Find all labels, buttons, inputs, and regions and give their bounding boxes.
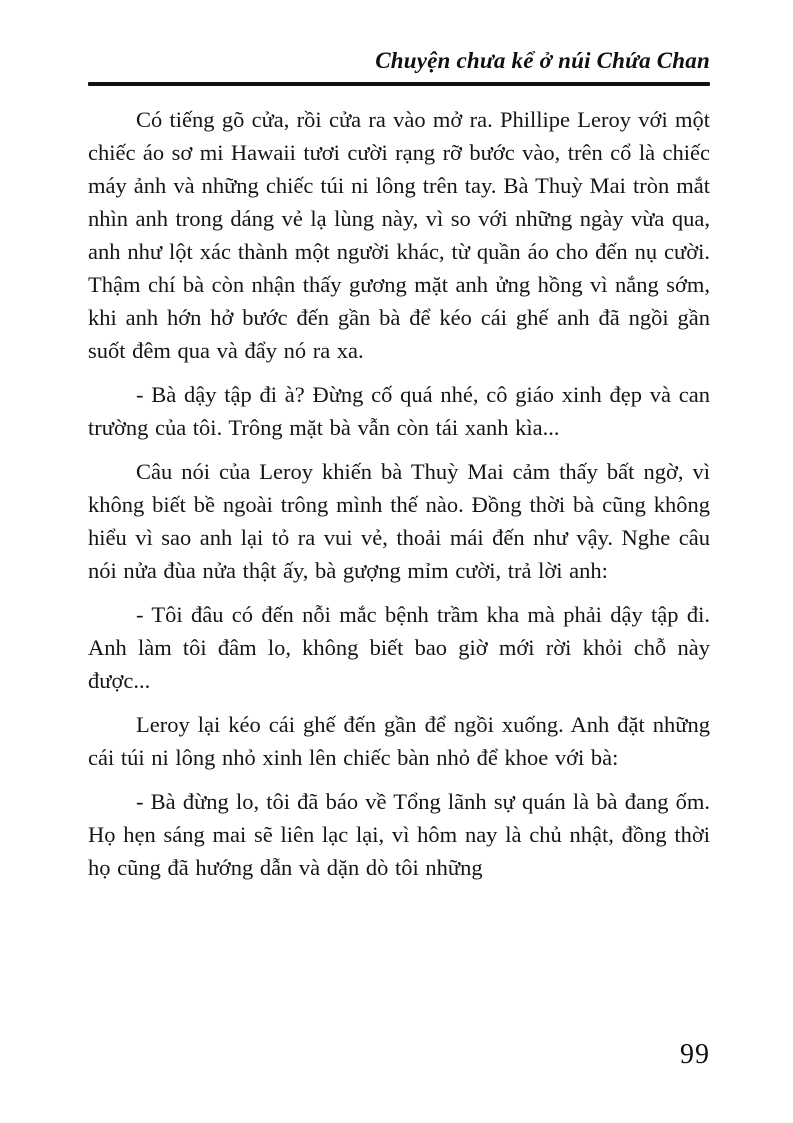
paragraph: Có tiếng gõ cửa, rồi cửa ra vào mở ra. Phillipe Leroy với một chiếc áo sơ mi Hawaii tươi cười rạng rỡ bước vào, trên cổ là chiếc máy ảnh và những chiếc túi ni lông trên tay. Bà Thuỳ Mai tròn mắt nhìn anh trong dáng vẻ lạ lùng này, vì so với những ngày vừa qua, anh như lột xác thành một người khác, từ quần áo cho đến nụ cười. Thậm chí bà còn nhận thấy gương mặt anh ửng hồng vì nắng sớm, khi anh hớn hở bước đến gần bà để kéo cái ghế anh đã ngồi gần suốt đêm qua và đẩy nó ra xa. xyxy=(88,106,710,363)
paragraph: Câu nói của Leroy khiến bà Thuỳ Mai cảm thấy bất ngờ, vì không biết bề ngoài trông mình thế nào. Đồng thời bà cũng không hiểu vì sao anh lại tỏ ra vui vẻ, thoải mái đến như vậy. Nghe câu nói nửa đùa nửa thật ấy, bà gượng mỉm cười, trả lời anh: xyxy=(88,458,710,583)
paragraph: - Tôi đâu có đến nỗi mắc bệnh trầm kha mà phải dậy tập đi. Anh làm tôi đâm lo, không biết bao giờ mới rời khỏi chỗ này được... xyxy=(88,601,710,693)
running-header-title: Chuyện chưa kể ở núi Chứa Chan xyxy=(375,48,710,73)
page-body xyxy=(88,103,710,884)
paragraph: - Bà dậy tập đi à? Đừng cố quá nhé, cô giáo xinh đẹp và can trường của tôi. Trông mặt bà vẫn còn tái xanh kìa... xyxy=(88,381,710,440)
paragraph: - Bà đừng lo, tôi đã báo về Tổng lãnh sự quán là bà đang ốm. Họ hẹn sáng mai sẽ liên lạc lại, vì hôm nay là chủ nhật, đồng thời họ cũng đã hướng dẫn và dặn dò tôi những xyxy=(88,788,710,880)
page-number: 99 xyxy=(680,1039,710,1070)
paragraph: Leroy lại kéo cái ghế đến gần để ngồi xuống. Anh đặt những cái túi ni lông nhỏ xinh lên chiếc bàn nhỏ để khoe với bà: xyxy=(88,711,710,770)
header-rule xyxy=(88,82,710,86)
paragraphs-container xyxy=(88,103,710,884)
page-header xyxy=(88,46,710,86)
